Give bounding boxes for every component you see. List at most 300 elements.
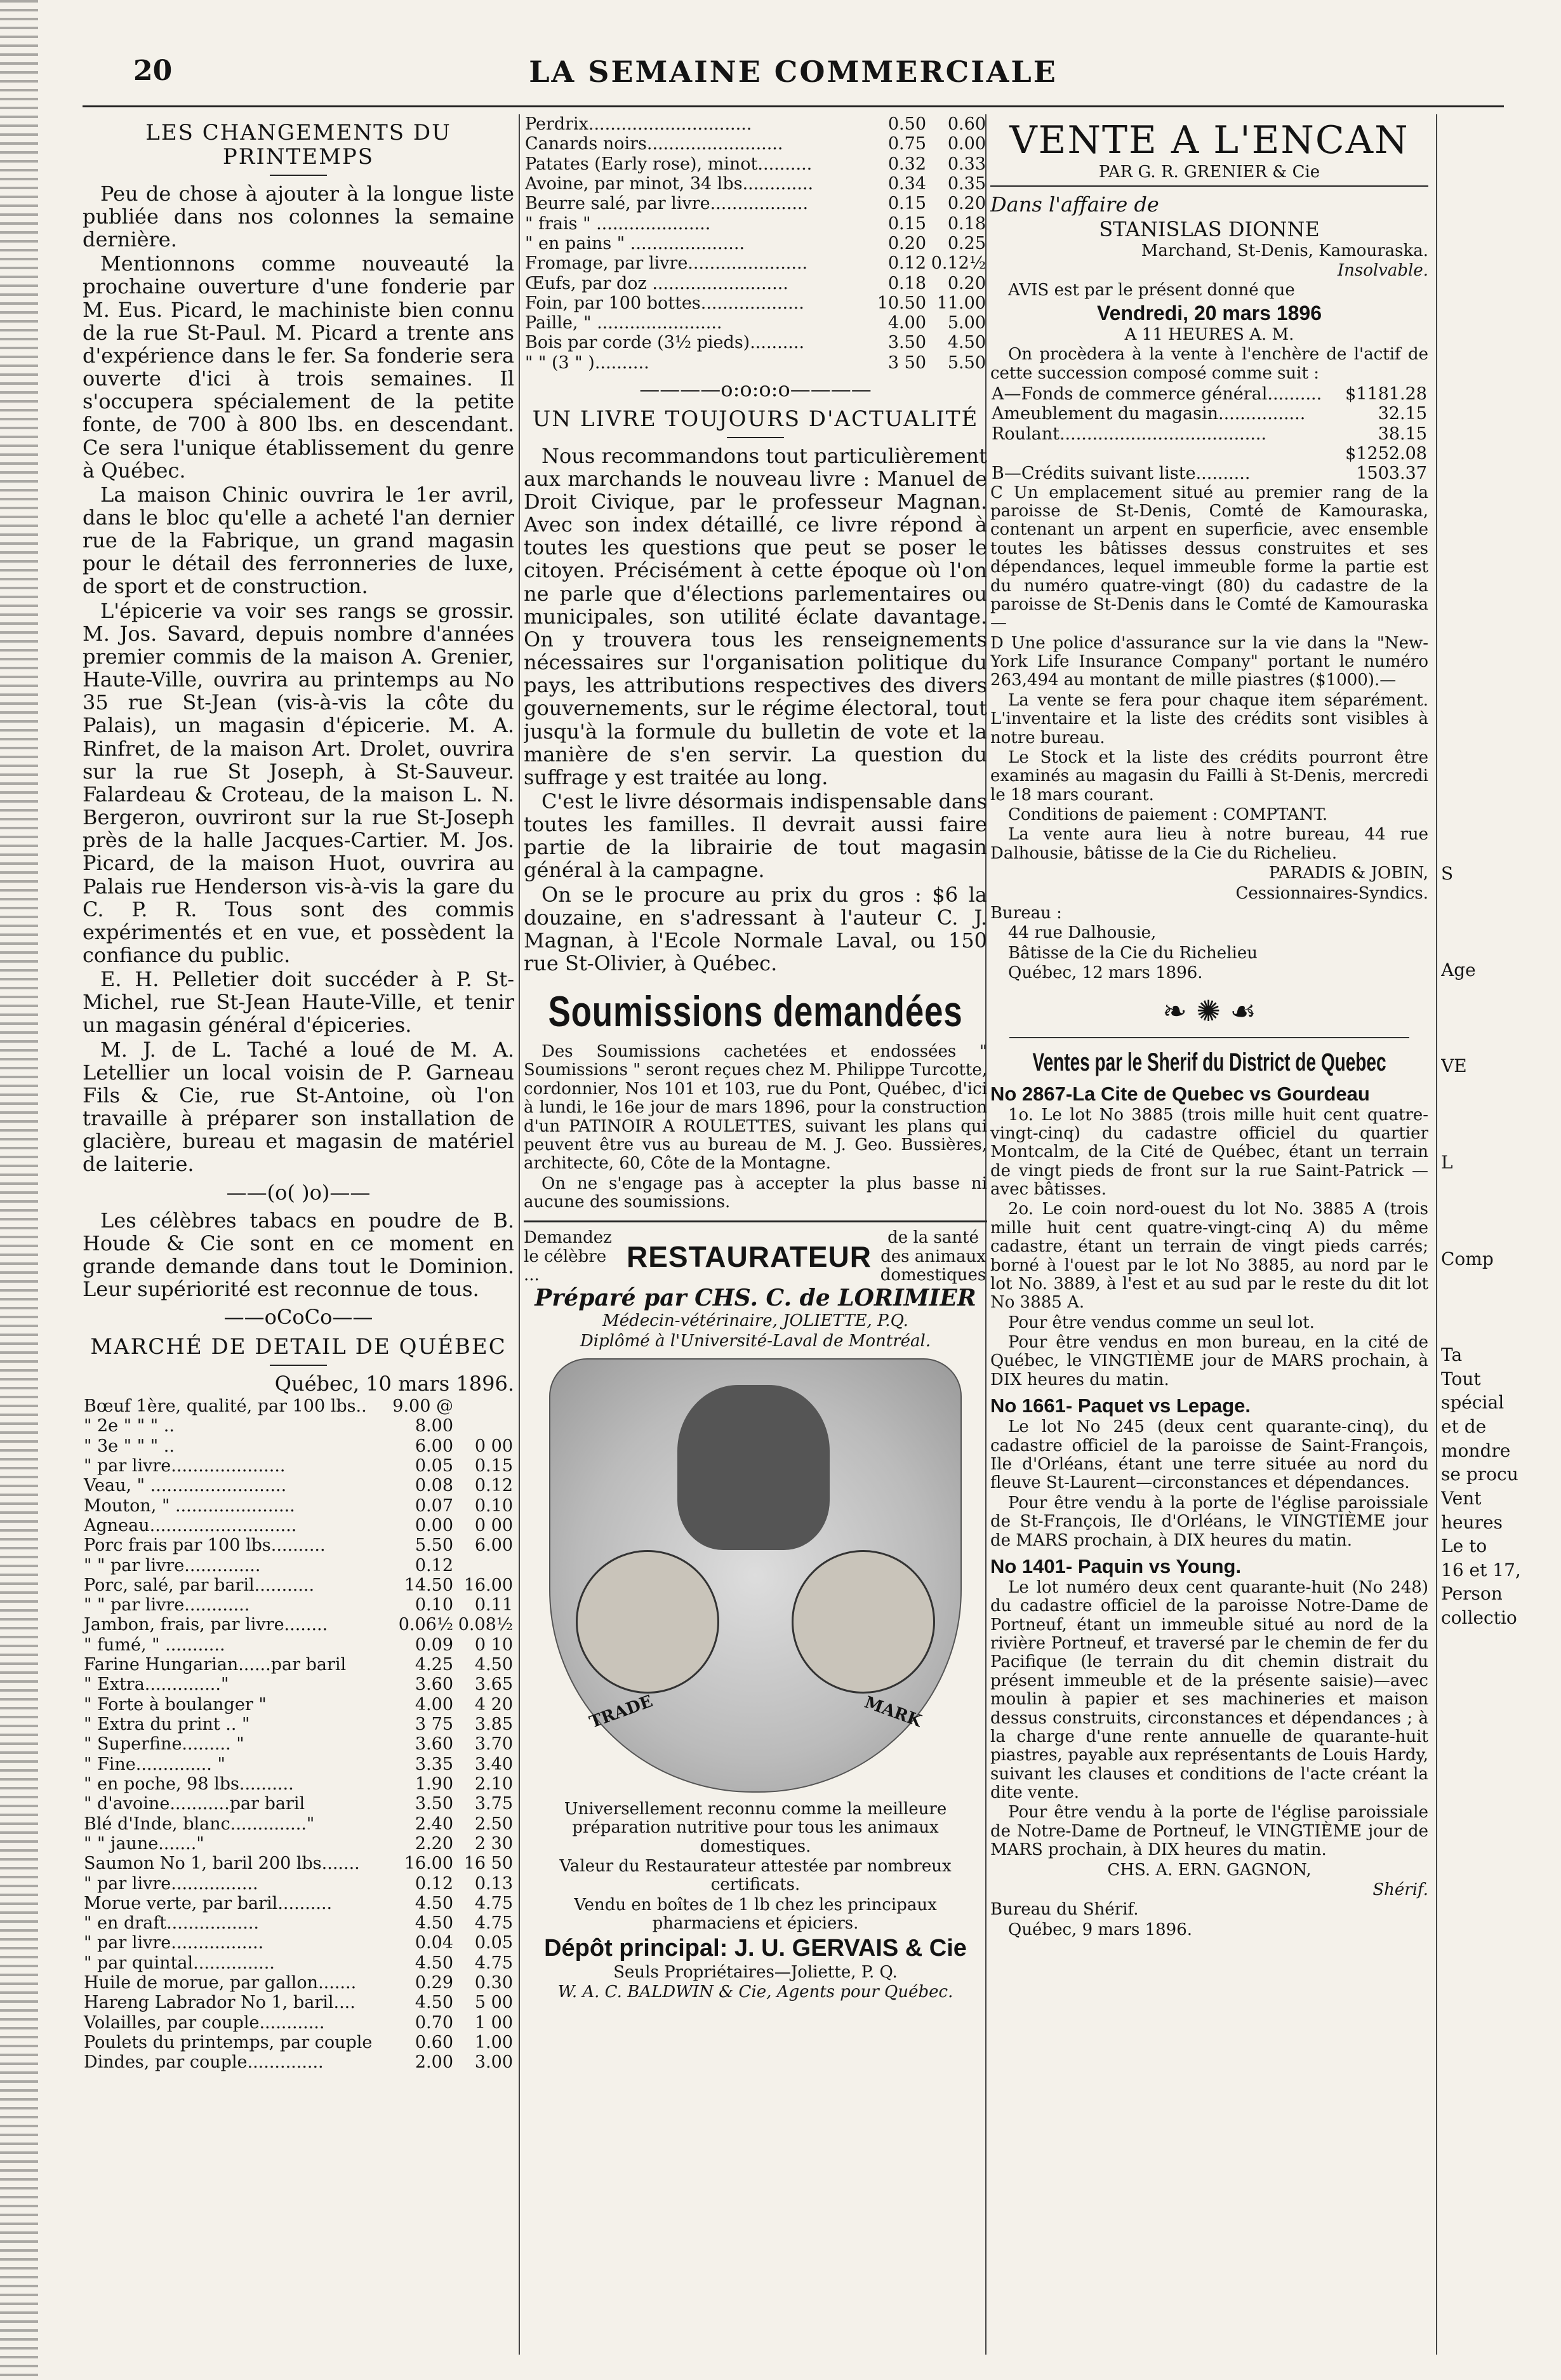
- price-row: [83, 1476, 514, 1495]
- item-label: " " jaune.......": [84, 1833, 204, 1854]
- sheriff-cases: [990, 1083, 1428, 1860]
- ad-diplome: Diplômé à l'Université-Laval de Montréal.: [580, 1331, 931, 1351]
- item-label: " par livre.................: [84, 1933, 264, 1953]
- price-value: 0.30: [474, 1973, 513, 1993]
- price-value: 4.50: [415, 1893, 453, 1913]
- price-value: 0.34: [887, 173, 926, 194]
- sheriff-title: Shérif.: [1372, 1880, 1428, 1899]
- asset-table: [990, 384, 1428, 484]
- ad-paragraph: Universellement reconnu comme la meilleure préparation nutritive pour tous les animaux domestiques.: [564, 1799, 947, 1856]
- price-value: 4.50: [415, 1993, 453, 2013]
- item-label: Blé d'Inde, blanc..............": [84, 1814, 315, 1834]
- item-label: Porc frais par 100 lbs..........: [84, 1535, 326, 1556]
- price-table-continued: [524, 114, 987, 373]
- edge-fragment: VE: [1441, 1055, 1467, 1077]
- price-value: 0.11: [474, 1595, 513, 1615]
- price-row: [83, 1874, 514, 1894]
- item-label: Agneau...........................: [84, 1515, 297, 1535]
- price-value: 32.15: [1378, 404, 1427, 424]
- item-label: Canards noirs.........................: [525, 134, 783, 154]
- price-row: [83, 1575, 514, 1595]
- price-value: $1252.08: [1345, 444, 1427, 464]
- item-label: Dindes, par couple..............: [84, 2052, 324, 2073]
- price-value: 0.18: [887, 273, 926, 293]
- item-label: " Fine.............. ": [84, 1754, 225, 1774]
- article-title-book: UN LIVRE TOUJOURS D'ACTUALITÉ: [532, 406, 979, 432]
- adjacent-page-fragment: [1441, 114, 1558, 2355]
- asset-row: [990, 444, 1428, 464]
- affaire: Dans l'affaire de: [990, 192, 1159, 217]
- sheriff-signature: CHS. A. ERN. GAGNON,: [1107, 1860, 1312, 1880]
- edge-fragment: Vent: [1441, 1487, 1482, 1509]
- item-label: " par quintal...............: [84, 1953, 275, 1973]
- price-value: 0.10: [415, 1595, 453, 1615]
- soumissions-heading: Soumissions demandées: [548, 987, 963, 1036]
- paragraph: Des Soumissions cachetées et endossées " Soumissions " seront reçues chez M. Philippe Turcotte, cordonnier, Nos 101 et 103, rue du Pont, Québec, d'ici à lundi, le 16e jour de mars 1896, pour la construction d'un PATINOIR A ROULETTES, suivant les plans qui peuvent être vus au bureau de M. J. Geo. Bussières, architecte, 60, Côte de la Montagne.: [524, 1042, 987, 1173]
- paragraph: M. J. de L. Taché a loué de M. A. Letellier un local voisin de P. Garneau Fils & Cie, rue St-Antoine, où l'on travaille à préparer son installation de glacière, bureau et magasin de matériel de laiterie.: [83, 1037, 514, 1177]
- article-title-changes: LES CHANGEMENTS DU PRINTEMPS: [145, 120, 451, 170]
- debtor-name: STANISLAS DIONNE: [1099, 217, 1320, 241]
- price-value: [455, 1556, 514, 1575]
- ad-brand-tail: de la santé des animaux domestiques: [880, 1228, 986, 1285]
- item-d: D Une police d'assurance sur la vie dans la "New-York Life Insurance Company" portant le numéro 263,494 au montant de mille piastres ($1000).—: [990, 633, 1428, 690]
- price-row: [524, 234, 987, 253]
- asset-row: [990, 384, 1428, 404]
- item-label: Patates (Early rose), minot..........: [525, 154, 813, 174]
- paragraph: Le Stock et la liste des crédits pourront être examinés au magasin du Failli à St-Denis, mercredi le 18 mars courant.: [990, 747, 1428, 805]
- column-rule: [519, 114, 520, 2355]
- item-label: Roulant......................................: [992, 424, 1267, 444]
- item-c: C Un emplacement situé au premier rang de la paroisse de St-Denis, Comté de Kamouraska, contenant un arpent en superficie, avec ensemble toutes les bâtisses dessus construites et ses dépendances, lequel immeuble forme la partie est du numéro quatre-vingt (80) du cadastre de la paroisse de St-Denis dans le Comté de Kamouraska—: [990, 483, 1428, 633]
- price-value: 0 00: [474, 1515, 513, 1535]
- bureau-bat: Bâtisse de la Cie du Richelieu: [1008, 943, 1258, 963]
- price-row: [83, 1456, 514, 1476]
- price-row: [524, 194, 987, 213]
- pig-medallion-icon: [792, 1550, 935, 1694]
- price-value: 4.25: [415, 1655, 453, 1675]
- column-rule: [1436, 114, 1437, 2355]
- price-value: 0.15: [887, 213, 926, 234]
- column-2: [524, 114, 987, 2355]
- item-label: Bois par corde (3½ pieds)..........: [525, 333, 805, 353]
- paragraph: On se le procure au prix du gros : $6 la douzaine, en s'adressant à l'auteur C. J. Magnan, à l'Ecole Normale Laval, ou 150 rue St-Olivier, à Québec.: [524, 882, 987, 976]
- ad-paragraph: Valeur du Restaurateur attestée par nombreux certificats.: [559, 1857, 952, 1895]
- price-value: 2.10: [474, 1774, 513, 1794]
- market-price-table: [83, 1396, 514, 2073]
- edge-fragment: Age: [1441, 959, 1476, 980]
- price-value: 3 50: [887, 352, 926, 373]
- ad-depot: Dépôt principal: J. U. GERVAIS & Cie: [544, 1934, 967, 1962]
- price-value: 0.50: [887, 114, 926, 134]
- paragraph: L'épicerie va voir ses rangs se grossir. M. Jos. Savard, depuis nombre d'années premier commis de la maison A. Grenier, Haute-Ville, ouvrira au printemps au No 35 rue St-Jean (vis-à-vis la côte du Palais), un magasin d'épicerie. M. A. Rinfret, de la maison Art. Drolet, ouvrira sur la rue St Joseph, à St-Sauveur. Falardeau & Croteau, de la maison L. N. Bergeron, ouvriront sur la rue St-Joseph près de la halle Jacques-Cartier. M. Jos. Picard, de la maison Huot, ouvrira au Palais rue Henderson vis-à-vis la gare du C. P. R. Tous sont des commis expérimentés et en vue, et possèdent la confiance du public.: [83, 598, 514, 967]
- price-value: 1.90: [415, 1774, 453, 1794]
- price-value: 3.65: [474, 1675, 513, 1695]
- price-value: 5.50: [947, 352, 986, 373]
- soumissions-body: [524, 1043, 987, 1212]
- price-value: 3.35: [415, 1754, 453, 1774]
- edge-fragment: S: [1441, 863, 1454, 884]
- sheriff-bureau: Bureau du Shérif.: [990, 1900, 1139, 1920]
- price-value: 2.20: [415, 1833, 453, 1854]
- price-value: 5.00: [947, 313, 986, 333]
- price-value: 1 00: [474, 2012, 513, 2033]
- newspaper-title: LA SEMAINE COMMERCIALE: [529, 55, 1058, 89]
- item-label: [990, 444, 1344, 464]
- price-value: 0 10: [474, 1635, 513, 1655]
- paragraph: La vente aura lieu à notre bureau, 44 rue Dalhousie, bâtisse de la Cie du Richelieu.: [990, 825, 1428, 863]
- separator: ——(o( )o)——: [226, 1180, 371, 1205]
- price-value: 0.09: [415, 1635, 453, 1655]
- price-value: 0.00: [947, 134, 986, 154]
- price-value: 0.08: [415, 1476, 453, 1496]
- price-value: 0.20: [887, 233, 926, 253]
- short-rule: [727, 437, 784, 438]
- price-row: [524, 333, 987, 352]
- price-value: 9.00 @: [392, 1396, 453, 1417]
- paragraph: Nous recommandons tout particulièrement aux marchands le nouveau livre : Manuel de Droit Civique, par le professeur Magnan. Avec son index détaillé, ce livre répond à toutes les questions que peut se poser le citoyen. Précisément à cette époque où l'on ne parle que d'élections parlementaires ou municipales, son utilité éclate davantage. On y trouvera tous les renseignements nécessaires sur l'organisation politique du pays, les attributions respectives des divers gouvernements, sur le régime électoral, tout jusqu'à la formule du bulletin de vote et la manière de s'en servir. La question du suffrage y est traitée au long.: [524, 443, 987, 789]
- separator: ————o:o:o:o————: [639, 377, 872, 402]
- paragraph: Peu de chose à ajouter à la longue liste publiée dans nos colonnes la semaine dernière.: [83, 181, 514, 252]
- price-row: [83, 1913, 514, 1933]
- item-label: " en poche, 98 lbs..........: [84, 1774, 294, 1794]
- price-row: [83, 1894, 514, 1913]
- item-label: B—Crédits suivant liste..........: [992, 464, 1251, 484]
- price-value: 6.00: [415, 1436, 453, 1456]
- price-value: 38.15: [1378, 424, 1427, 444]
- price-value: 4.50: [415, 1953, 453, 1973]
- price-row: [83, 1715, 514, 1734]
- price-value: 3.00: [474, 2052, 513, 2073]
- price-row: [83, 1675, 514, 1694]
- price-row: [83, 1953, 514, 1973]
- price-value: 0.32: [887, 154, 926, 174]
- case-paragraph: Pour être vendus en mon bureau, en la cité de Québec, le VINGTIÈME jour de MARS prochain, à DIX heures du matin.: [990, 1333, 1428, 1389]
- asset-row: [990, 464, 1428, 483]
- item-label: Paille, " .......................: [525, 313, 722, 333]
- price-value: 3.50: [415, 1794, 453, 1814]
- sheriff-sales-heading: Ventes par le Sherif du District de Quebec: [1032, 1048, 1386, 1077]
- price-value: [455, 1396, 514, 1416]
- ad-paragraph: Vendu en boîtes de 1 lb chez les principaux pharmaciens et épiciers.: [574, 1895, 937, 1934]
- price-value: 0.00: [415, 1515, 453, 1535]
- page-header: [83, 55, 1504, 107]
- horse-head-icon: [677, 1385, 830, 1550]
- ad-doctor: Médecin-vétérinaire, JOLIETTE, P.Q.: [602, 1311, 908, 1331]
- price-row: [524, 154, 987, 174]
- item-label: " Extra du print .. ": [84, 1715, 250, 1735]
- item-label: Fromage, par livre......................: [525, 253, 808, 274]
- price-value: 0.20: [947, 273, 986, 293]
- price-value: 0.70: [415, 2012, 453, 2033]
- bureau-addr: 44 rue Dalhousie,: [1008, 923, 1157, 943]
- price-value: 2 30: [474, 1833, 513, 1854]
- mark-label: MARK: [861, 1692, 924, 1731]
- price-row: [83, 1814, 514, 1834]
- case-heading: No 2867-La Cite de Quebec vs Gourdeau: [990, 1082, 1370, 1105]
- price-value: 16.00: [463, 1575, 513, 1595]
- price-row: [83, 1774, 514, 1794]
- case-paragraph: Le lot No 245 (deux cent quarante-cinq), du cadastre officiel de la paroisse de Saint-François, Ile d'Orléans, étant une terre située au nord du fleuve St-Laurent—circonstances et dépendances.: [990, 1417, 1428, 1493]
- price-value: 4.75: [474, 1913, 513, 1934]
- item-label: Farine Hungarian......par baril: [84, 1655, 347, 1675]
- item-label: A—Fonds de commerce général..........: [992, 384, 1322, 404]
- trade-label: TRADE: [587, 1691, 656, 1732]
- item-label: " fumé, " ...........: [84, 1635, 225, 1655]
- price-value: 3.60: [415, 1734, 453, 1755]
- case-paragraph: Pour être vendu à la porte de l'église paroissiale de St-François, Ile d'Orléans, le VINGTIÈME jour de MARS prochain, à DIX heures du matin.: [990, 1493, 1428, 1550]
- case-heading: No 1661- Paquet vs Lepage.: [990, 1394, 1251, 1417]
- short-rule: [270, 175, 327, 176]
- item-label: " " par livre..............: [84, 1555, 261, 1575]
- case-heading: No 1401- Paquin vs Young.: [990, 1554, 1242, 1577]
- item-label: Foin, par 100 bottes...................: [525, 293, 804, 313]
- paragraph: Mentionnons comme nouveauté la prochaine ouverture d'une fonderie par M. Eus. Picard, le machiniste bien connu de la rue St-Paul. M. Picard a trente ans d'expérience dans le fer. Sa fonderie sera ouverte d'ici à trois semaines. Il s'occupera spécialement de la petite fonte, de 700 à 800 lbs. en descendant. Ce sera l'unique établissement du genre à Québec.: [83, 251, 514, 483]
- edge-fragment: Person: [1441, 1583, 1503, 1605]
- paragraph: La vente se fera pour chaque item séparément. L'inventaire et la liste des crédits sont visibles à notre bureau.: [990, 690, 1428, 747]
- item-label: Bœuf 1ère, qualité, par 100 lbs..: [84, 1396, 367, 1417]
- edge-fragment: et de: [1441, 1416, 1487, 1437]
- price-row: [83, 1635, 514, 1655]
- price-value: $1181.28: [1345, 384, 1427, 404]
- item-label: Huile de morue, par gallon.......: [84, 1973, 357, 1993]
- item-label: Volailles, par couple............: [84, 2012, 325, 2033]
- price-value: 2.50: [474, 1814, 513, 1834]
- price-value: 4.75: [474, 1953, 513, 1973]
- price-value: 3 75: [415, 1715, 453, 1735]
- ad-agents: W. A. C. BALDWIN & Cie, Agents pour Québec.: [557, 1982, 953, 2002]
- price-row: [83, 1416, 514, 1436]
- article-body-book: [524, 445, 987, 975]
- price-value: 0.20: [947, 194, 986, 214]
- price-value: 0.05: [474, 1933, 513, 1953]
- edge-fragment: mondre: [1441, 1440, 1511, 1461]
- price-row: [83, 1496, 514, 1516]
- item-label: Veau, " .........................: [84, 1476, 287, 1496]
- price-value: 6.00: [474, 1535, 513, 1556]
- market-title: MARCHÉ DE DETAIL DE QUÉBEC: [90, 1334, 507, 1360]
- asset-row: [990, 424, 1428, 444]
- price-value: 2.40: [415, 1814, 453, 1834]
- sale-date: Vendredi, 20 mars 1896: [1097, 301, 1322, 324]
- edge-fragment: L: [1441, 1151, 1453, 1173]
- ornament-divider: [1009, 993, 1409, 1038]
- price-row: [83, 2013, 514, 2033]
- signers: PARADIS & JOBIN,: [1268, 864, 1428, 883]
- ad-demandez: Demandez le célèbre ...: [524, 1228, 612, 1285]
- price-value: 0.12: [415, 1873, 453, 1894]
- price-value: 5.50: [415, 1535, 453, 1556]
- item-label: Hareng Labrador No 1, baril....: [84, 1993, 355, 2013]
- price-value: 4.00: [415, 1694, 453, 1715]
- item-label: " en pains " .....................: [525, 233, 745, 253]
- price-value: 0.07: [415, 1495, 453, 1516]
- price-value: 0.05: [415, 1455, 453, 1476]
- price-value: 0.10: [474, 1495, 513, 1516]
- item-label: Poulets du printemps, par couple: [84, 2033, 373, 2053]
- item-label: " en draft.................: [84, 1913, 259, 1934]
- price-row: [83, 1993, 514, 2012]
- column-1: [83, 114, 514, 2355]
- item-label: Ameublement du magasin................: [992, 404, 1306, 424]
- sheep-medallion-icon: [576, 1550, 719, 1694]
- price-row: [83, 1834, 514, 1854]
- price-row: [83, 2052, 514, 2072]
- item-label: " " (3 " )..........: [525, 352, 649, 373]
- price-value: 4.50: [947, 333, 986, 353]
- price-value: 11.00: [936, 293, 986, 313]
- price-value: 0.13: [474, 1873, 513, 1894]
- edge-fragment: se procu: [1441, 1464, 1518, 1485]
- paragraph: On ne s'engage pas à accepter la plus basse ni aucune des soumissions.: [524, 1173, 987, 1212]
- paragraph: Conditions de paiement : COMPTANT.: [1008, 805, 1328, 825]
- edge-fragment: Comp: [1441, 1248, 1494, 1269]
- column-3: [990, 114, 1428, 2355]
- asset-row: [990, 404, 1428, 424]
- price-row: [83, 2033, 514, 2052]
- item-label: " d'avoine...........par baril: [84, 1794, 305, 1814]
- page-binding-edge: [0, 0, 38, 2380]
- price-value: 0.33: [947, 154, 986, 174]
- price-row: [83, 1695, 514, 1715]
- price-value: 3.85: [474, 1715, 513, 1735]
- tabacs-notice: Les célèbres tabacs en poudre de B. Houde & Cie sont en ce moment en grande demande dans tout le Dominion. Leur supériorité est reconnue de tous.: [83, 1208, 514, 1302]
- price-value: 4 20: [474, 1694, 513, 1715]
- price-value: 0.25: [947, 233, 986, 253]
- item-label: Œufs, par doz .........................: [525, 273, 788, 293]
- price-value: 0.18: [947, 213, 986, 234]
- price-value: 2.00: [415, 2052, 453, 2073]
- article-body-changes: [83, 182, 514, 1176]
- price-value: 0.35: [947, 173, 986, 194]
- price-value: 0.75: [887, 134, 926, 154]
- price-value: 8.00: [415, 1416, 453, 1436]
- item-label: Jambon, frais, par livre........: [84, 1615, 328, 1635]
- bureau-date: Québec, 12 mars 1896.: [1008, 963, 1203, 983]
- price-value: 0.06½: [398, 1615, 453, 1635]
- price-row: [83, 1933, 514, 1953]
- price-value: 3.50: [887, 333, 926, 353]
- item-label: " Forte à boulanger ": [84, 1694, 267, 1715]
- paragraph: C'est le livre désormais indispensable dans toutes les familles. Il devrait aussi faire partie de la librairie de tout magasin général à la campagne.: [524, 789, 987, 883]
- ad-prepare: Préparé par CHS. C. de LORIMIER: [535, 1284, 976, 1311]
- edge-fragment: collectio: [1441, 1607, 1517, 1628]
- price-value: 0.04: [415, 1933, 453, 1953]
- price-row: [524, 174, 987, 194]
- insolvable: Insolvable.: [1337, 261, 1428, 281]
- item-label: " par livre................: [84, 1873, 258, 1894]
- debtor-marchand: Marchand, St-Denis, Kamouraska.: [1141, 241, 1428, 260]
- price-row: [524, 214, 987, 234]
- sale-hour: A 11 HEURES A. M.: [1124, 324, 1294, 344]
- item-label: Mouton, " ......................: [84, 1495, 295, 1516]
- price-row: [83, 1595, 514, 1615]
- item-label: " " par livre............: [84, 1595, 250, 1615]
- separator: ——oCoCo——: [223, 1305, 373, 1330]
- edge-fragment: heures: [1441, 1511, 1503, 1533]
- price-row: [524, 274, 987, 293]
- price-value: 4.50: [474, 1655, 513, 1675]
- price-value: 3.70: [474, 1734, 513, 1755]
- price-value: 5 00: [474, 1993, 513, 2013]
- item-label: " Extra..............": [84, 1675, 229, 1695]
- price-row: [83, 1396, 514, 1416]
- price-row: [524, 253, 987, 273]
- edge-fragment: Ta: [1441, 1344, 1463, 1366]
- item-label: " Superfine......... ": [84, 1734, 244, 1755]
- case-paragraph: Pour être vendus comme un seul lot.: [1008, 1313, 1315, 1332]
- price-value: 0.29: [415, 1973, 453, 1993]
- price-row: [83, 1854, 514, 1873]
- item-label: Porc, salé, par baril...........: [84, 1575, 315, 1595]
- price-row: [83, 1755, 514, 1774]
- item-label: Saumon No 1, baril 200 lbs.......: [84, 1854, 360, 1874]
- rule: [990, 185, 1428, 187]
- price-value: 3.60: [415, 1675, 453, 1695]
- item-label: " 2e " " " ..: [84, 1416, 175, 1436]
- price-value: 0 00: [474, 1436, 513, 1456]
- bureau-label: Bureau :: [990, 903, 1062, 923]
- price-value: 16 50: [463, 1854, 513, 1874]
- price-row: [83, 1535, 514, 1555]
- price-value: 0.12: [887, 253, 926, 274]
- ad-body: [524, 1800, 987, 1934]
- price-value: 0.12½: [931, 253, 986, 274]
- page-number: 20: [133, 55, 173, 87]
- paragraph: E. H. Pelletier doit succéder à P. St-Michel, rue St-Jean Haute-Ville, et tenir un magasin général d'épiceries.: [83, 967, 514, 1038]
- price-row: [83, 1734, 514, 1754]
- item-label: " frais " .....................: [525, 213, 711, 234]
- item-label: Perdrix..............................: [525, 114, 752, 134]
- price-row: [524, 313, 987, 333]
- case-paragraph: 2o. Le coin nord-ouest du lot No. 3885 A (trois mille huit cent quatre-vingt-cinq A) du même cadastre, étant un terrain de vingt pieds carrés; borné à l'ouest par le lot No 3885, au nord par le lot No. 3889, à l'est et au sud par le reste du dit lot No 3885 A.: [990, 1200, 1428, 1313]
- edge-fragment: spécial: [1441, 1392, 1505, 1414]
- price-value: 10.50: [877, 293, 926, 313]
- vente-par: PAR G. R. GRENIER & Cie: [1098, 163, 1320, 182]
- horse-trademark-illustration: [549, 1358, 962, 1793]
- price-value: 14.50: [404, 1575, 453, 1595]
- price-value: 1.00: [474, 2033, 513, 2053]
- procede: On procèdera à la vente à l'enchère de l'actif de cette succession composé comme suit :: [990, 345, 1428, 383]
- price-value: 4.00: [887, 313, 926, 333]
- price-value: 0.15: [474, 1455, 513, 1476]
- item-label: " 3e " " " ..: [84, 1436, 175, 1456]
- price-row: [524, 293, 987, 313]
- syndics: Cessionnaires-Syndics.: [1235, 883, 1428, 903]
- price-row: [83, 1516, 514, 1535]
- edge-fragment: Tout: [1441, 1368, 1481, 1389]
- price-value: 4.75: [474, 1893, 513, 1913]
- price-value: 1503.37: [1356, 464, 1427, 484]
- price-value: 3.75: [474, 1794, 513, 1814]
- ad-brand: RESTAURATEUR: [627, 1240, 872, 1273]
- price-row: [83, 1556, 514, 1575]
- case-paragraph: Le lot numéro deux cent quarante-huit (No 248) du cadastre officiel de la paroisse Notre-Dame de Portneuf, étant un immeuble situé au nord de la rivière Portneuf, et traversé par le chemin de fer du Pacifique (le terrain du dit chemin distrait du présent immeuble et de la présente saisie)—avec moulin à papier et ses machineries et maison dessus construits, circonstances et dépendances ; à la charge d'une rente annuelle de quarante-huit piastres, payable aux représentants de Louis Hardy, suivant les clauses et conditions de l'acte créant la dite vente.: [990, 1577, 1428, 1803]
- price-row: [83, 1655, 514, 1675]
- vente-title: VENTE A L'ENCAN: [1009, 118, 1409, 163]
- price-value: 0.12: [415, 1555, 453, 1575]
- price-row: [524, 114, 987, 134]
- item-label: Avoine, par minot, 34 lbs.............: [525, 173, 814, 194]
- edge-fragment: 16 et 17,: [1441, 1559, 1521, 1581]
- vente-conditions: [990, 692, 1428, 863]
- price-value: [455, 1416, 514, 1436]
- price-row: [83, 1794, 514, 1814]
- avis: AVIS est par le présent donné que: [1008, 281, 1295, 300]
- price-value: 0.08½: [458, 1615, 513, 1635]
- price-row: [524, 353, 987, 373]
- sheriff-date: Québec, 9 mars 1896.: [1008, 1920, 1192, 1939]
- price-row: [524, 134, 987, 154]
